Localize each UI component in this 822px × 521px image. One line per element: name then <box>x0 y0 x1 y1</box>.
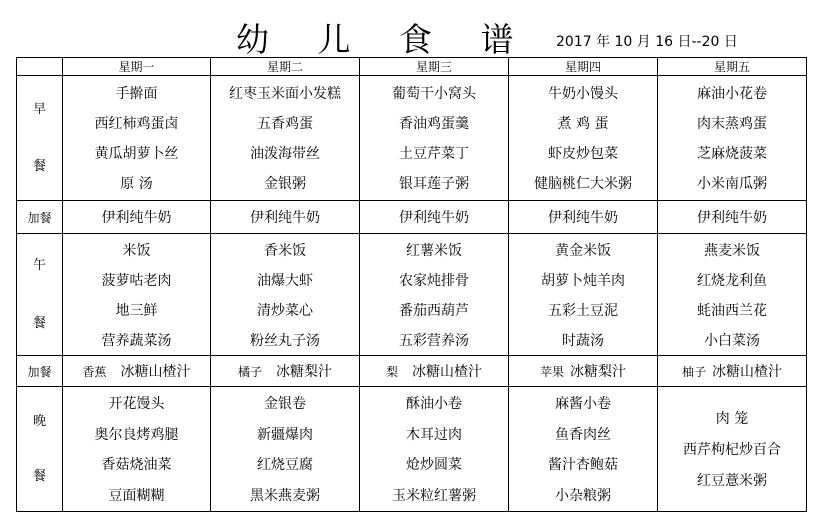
dish: 肉 笼 <box>715 411 749 428</box>
meal-label-char: 早 <box>32 101 46 117</box>
menu-cell <box>360 387 509 512</box>
menu-table <box>16 57 807 512</box>
menu-cell <box>211 76 360 201</box>
dish: 营养蔬菜汤 <box>101 332 172 349</box>
menu-cell <box>63 356 211 387</box>
dish: 小白菜汤 <box>704 332 760 349</box>
dish: 胡萝卜炖羊肉 <box>541 272 625 289</box>
menu-cell <box>658 387 807 512</box>
meal-label-breakfast <box>17 76 63 201</box>
meal-label-lunch <box>17 234 63 356</box>
menu-cell <box>63 76 211 201</box>
dish: 红烧豆腐 <box>257 457 313 474</box>
dish: 五香鸡蛋 <box>257 115 313 132</box>
dish: 冰糖山楂汁 <box>712 364 782 380</box>
dish: 番茄西葫芦 <box>399 302 469 319</box>
dish: 西芹枸杞炒百合 <box>683 441 781 458</box>
dish: 金银粥 <box>264 176 306 193</box>
lunch-row <box>17 234 807 356</box>
dish: 红豆薏米粥 <box>697 472 767 489</box>
menu-cell <box>360 76 509 201</box>
day-header: 星期五 <box>658 58 807 76</box>
dish: 炝炒圆菜 <box>406 457 462 474</box>
dish: 红烧龙利鱼 <box>697 272 767 289</box>
dish: 黄瓜胡萝卜丝 <box>94 146 179 163</box>
menu-cell <box>658 234 807 356</box>
menu-cell <box>658 76 807 201</box>
dish: 奥尔良烤鸡腿 <box>94 426 179 443</box>
dish: 农家炖排骨 <box>399 272 469 289</box>
meal-label-char: 午 <box>32 258 46 274</box>
dish: 伊利纯牛奶 <box>697 210 767 226</box>
dish: 燕麦米饭 <box>704 242 760 259</box>
dish: 菠萝咕老肉 <box>101 272 172 289</box>
dish: 五彩营养汤 <box>399 332 469 349</box>
meal-label-snack: 加餐 <box>17 356 63 387</box>
meal-label-char: 晚 <box>32 414 46 429</box>
dish: 木耳过肉 <box>406 426 462 443</box>
header-row <box>17 58 807 76</box>
dish: 芝麻烧菠菜 <box>697 146 767 163</box>
meal-label-char: 餐 <box>32 159 46 175</box>
day-header: 星期四 <box>509 58 658 76</box>
dish: 伊利纯牛奶 <box>101 210 172 226</box>
menu-cell <box>360 201 509 234</box>
dish: 伊利纯牛奶 <box>250 210 320 226</box>
dish: 粉丝丸子汤 <box>250 332 320 349</box>
menu-cell <box>658 356 807 387</box>
meal-label-snack: 加餐 <box>17 201 63 234</box>
menu-cell <box>360 234 509 356</box>
menu-cell <box>211 234 360 356</box>
dish: 葡萄干小窝头 <box>392 85 476 102</box>
menu-cell <box>63 387 211 512</box>
dish: 米饭 <box>122 242 151 259</box>
dish: 酥油小卷 <box>406 396 462 413</box>
dish: 冰糖山楂汁 <box>120 364 191 380</box>
menu-cell <box>211 387 360 512</box>
dish: 麻油小花卷 <box>697 85 767 102</box>
dish: 香米饭 <box>264 242 306 259</box>
dish: 蚝油西兰花 <box>697 302 767 319</box>
dish: 清炒菜心 <box>257 302 313 319</box>
dish: 土豆芹菜丁 <box>399 146 469 163</box>
dish: 红薯米饭 <box>406 242 462 259</box>
menu-cell <box>509 76 658 201</box>
snack-row-1 <box>17 201 807 234</box>
dish: 香菇烧油菜 <box>101 457 172 474</box>
menu-cell <box>211 201 360 234</box>
dish: 金银卷 <box>264 396 306 413</box>
dish: 伊利纯牛奶 <box>548 210 618 226</box>
date-range: 2017 年 10 月 16 日--20 日 <box>556 34 738 50</box>
fruit: 梨 <box>385 365 398 379</box>
menu-cell <box>509 201 658 234</box>
dish: 虾皮炒包菜 <box>548 146 618 163</box>
dinner-row <box>17 387 807 512</box>
dish: 新疆爆肉 <box>257 426 313 443</box>
dish: 酱汁杏鲍菇 <box>548 457 618 474</box>
dish: 肉末蒸鸡蛋 <box>697 115 767 132</box>
dish: 地三鲜 <box>115 302 158 319</box>
meal-label-char: 餐 <box>32 315 46 331</box>
fruit: 柚子 <box>681 365 706 379</box>
menu-cell <box>211 356 360 387</box>
menu-cell <box>509 387 658 512</box>
dish: 伊利纯牛奶 <box>399 210 469 226</box>
menu-cell <box>658 201 807 234</box>
menu-cell <box>63 234 211 356</box>
dish: 原 汤 <box>120 176 153 193</box>
breakfast-row <box>17 76 807 201</box>
dish: 冰糖山楂汁 <box>412 364 482 380</box>
dish: 鱼香肉丝 <box>555 426 611 443</box>
snack-row-2 <box>17 356 807 387</box>
dish: 香油鸡蛋羹 <box>399 115 469 132</box>
meal-label-char: 餐 <box>32 469 46 484</box>
dish: 油爆大虾 <box>257 272 313 289</box>
meal-label-dinner <box>17 387 63 512</box>
day-header: 星期三 <box>360 58 509 76</box>
dish: 五彩土豆泥 <box>548 302 618 319</box>
menu-cell <box>509 234 658 356</box>
dish: 健脑桃仁大米粥 <box>534 176 632 193</box>
fruit: 苹果 <box>539 365 564 379</box>
dish: 手擀面 <box>115 85 158 102</box>
dish: 豆面糊糊 <box>108 487 165 504</box>
dish: 小杂粮粥 <box>555 487 611 504</box>
page-title: 幼 儿 食 谱 <box>236 20 533 59</box>
day-header: 星期一 <box>63 58 211 76</box>
dish: 冰糖梨汁 <box>570 364 626 380</box>
fruit: 橘子 <box>237 365 262 379</box>
dish: 油泼海带丝 <box>250 146 320 163</box>
menu-cell <box>509 356 658 387</box>
dish: 冰糖梨汁 <box>276 364 332 380</box>
menu-cell <box>360 356 509 387</box>
dish: 煮 鸡 蛋 <box>557 115 609 132</box>
dish: 银耳莲子粥 <box>399 176 469 193</box>
dish: 开花馒头 <box>108 396 165 413</box>
dish: 黄金米饭 <box>555 242 611 259</box>
dish: 红枣玉米面小发糕 <box>229 85 341 102</box>
corner-cell <box>17 58 63 76</box>
dish: 麻酱小卷 <box>555 396 611 413</box>
dish: 玉米粒红薯粥 <box>392 487 476 504</box>
dish: 小米南瓜粥 <box>697 176 767 193</box>
menu-cell <box>63 201 211 234</box>
dish: 西红柿鸡蛋卤 <box>94 115 179 132</box>
dish: 黑米燕麦粥 <box>250 487 320 504</box>
fruit: 香蕉 <box>82 365 107 379</box>
day-header: 星期二 <box>211 58 360 76</box>
dish: 牛奶小馒头 <box>548 85 618 102</box>
dish: 时蔬汤 <box>562 332 604 349</box>
